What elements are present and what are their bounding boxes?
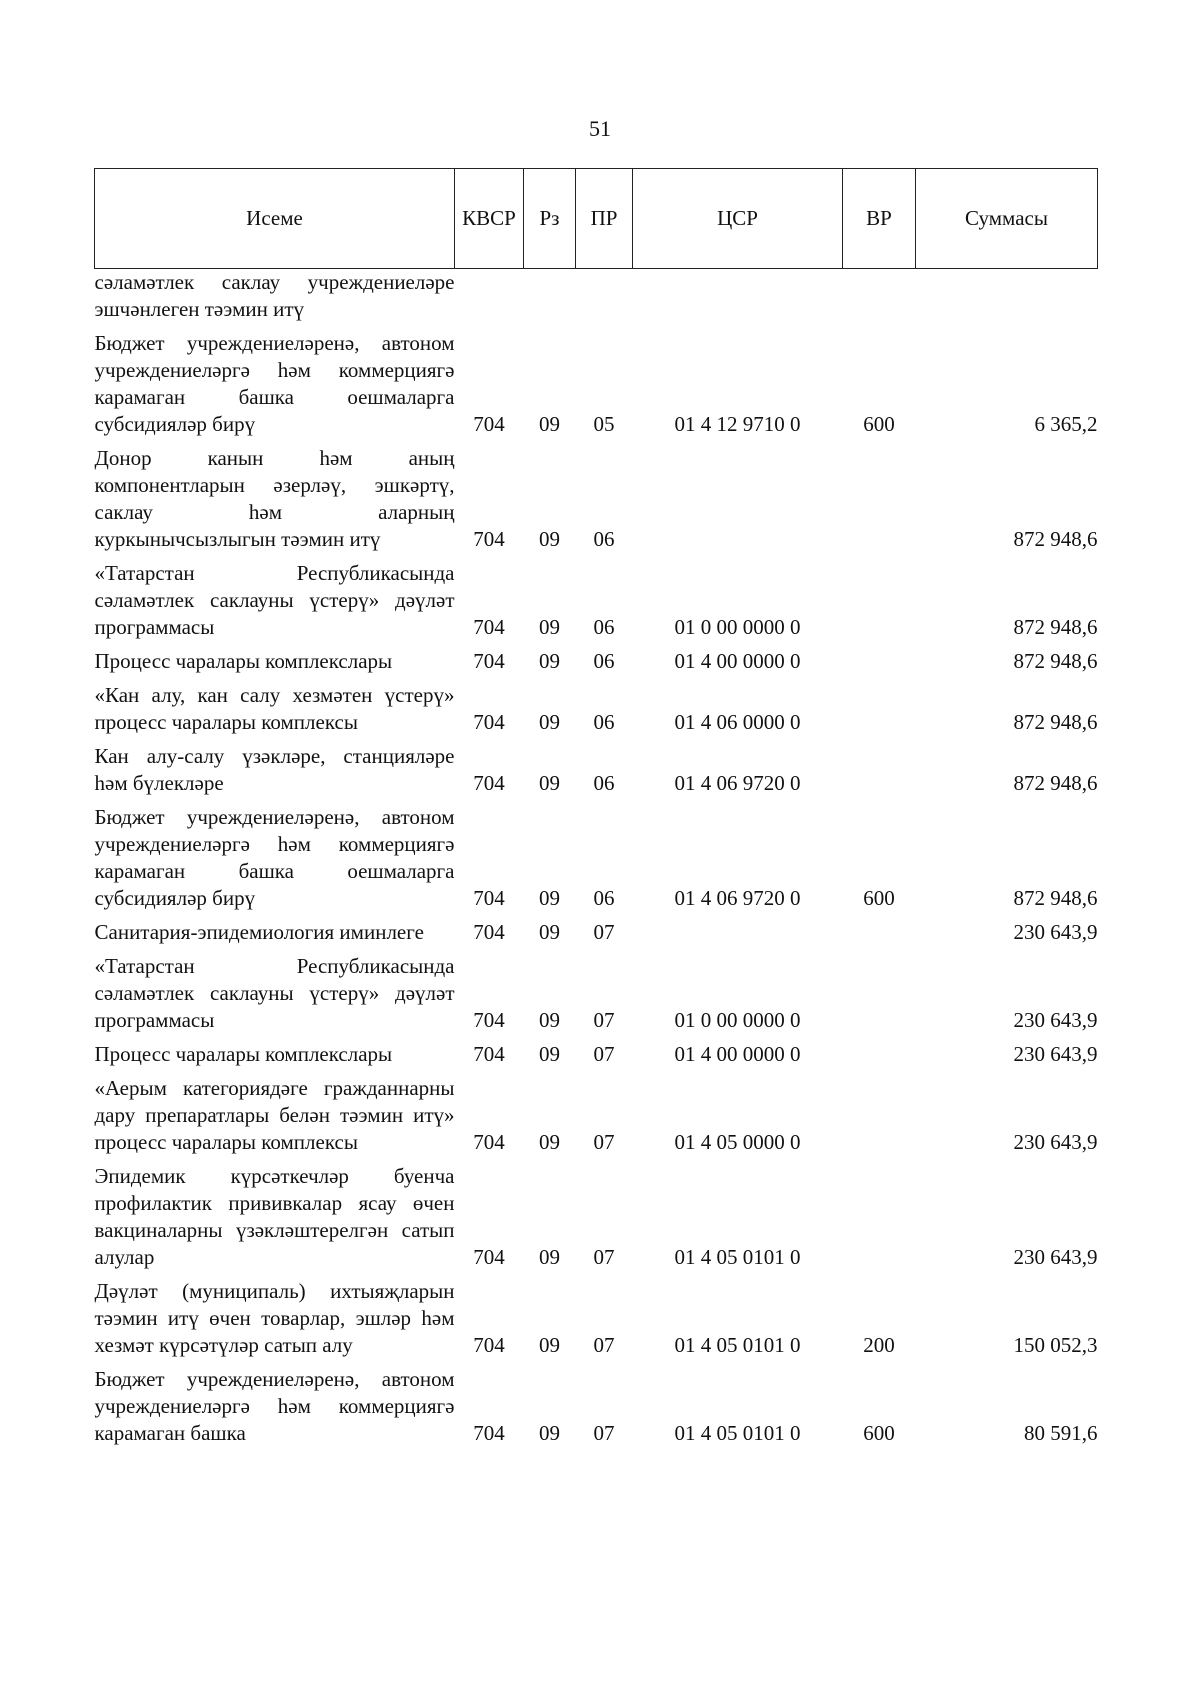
row-name: «Татарстан Республикасында сәламәтлек саклауны үстерү» дәүләт программасы bbox=[94, 954, 455, 1032]
row-kvsr bbox=[455, 269, 524, 327]
table-row bbox=[95, 1071, 1098, 1159]
table-row bbox=[95, 269, 1098, 327]
table-row bbox=[95, 441, 1098, 556]
table-row bbox=[95, 1274, 1098, 1362]
row-rz: 09 bbox=[539, 1042, 560, 1066]
table-row bbox=[95, 1362, 1098, 1450]
header-csr: ЦСР bbox=[633, 169, 843, 269]
row-sum: 872 948,6 bbox=[1013, 649, 1098, 673]
row-pr: 07 bbox=[593, 920, 615, 944]
table-row bbox=[95, 915, 1098, 949]
row-csr: 01 0 00 0000 0 bbox=[674, 615, 801, 639]
row-vr bbox=[843, 556, 916, 644]
row-kvsr: 704 bbox=[473, 1042, 505, 1066]
header-vr: ВР bbox=[843, 169, 916, 269]
row-rz: 09 bbox=[539, 710, 560, 734]
row-name: «Татарстан Республикасында сәламәтлек саклауны үстерү» дәүләт программасы bbox=[94, 561, 455, 639]
row-vr: 600 bbox=[863, 1421, 895, 1445]
row-vr bbox=[843, 269, 916, 327]
table-row bbox=[95, 949, 1098, 1037]
row-vr: 600 bbox=[863, 886, 895, 910]
row-name: Бюджет учреждениеләренә, автоном учреждениеләргә һәм коммерциягә карамаган башка оешмаларга субсидияләр бирү bbox=[94, 331, 455, 436]
row-csr: 01 4 05 0101 0 bbox=[674, 1421, 801, 1445]
row-pr: 06 bbox=[593, 527, 615, 551]
header-kvsr: КВСР bbox=[455, 169, 524, 269]
row-csr: 01 4 05 0101 0 bbox=[674, 1245, 801, 1269]
row-csr: 01 4 00 0000 0 bbox=[674, 1042, 801, 1066]
row-sum: 80 591,6 bbox=[1024, 1421, 1098, 1445]
budget-table bbox=[94, 168, 1098, 1450]
row-sum: 872 948,6 bbox=[1013, 886, 1098, 910]
row-pr: 06 bbox=[593, 649, 615, 673]
row-sum: 872 948,6 bbox=[1013, 710, 1098, 734]
row-csr bbox=[633, 441, 843, 556]
row-csr: 01 4 12 9710 0 bbox=[674, 412, 801, 436]
row-csr: 01 4 06 9720 0 bbox=[674, 886, 801, 910]
row-pr: 07 bbox=[593, 1008, 615, 1032]
row-vr bbox=[843, 1159, 916, 1274]
header-rz: Рз bbox=[524, 169, 576, 269]
row-vr: 600 bbox=[863, 412, 895, 436]
row-name: Эпидемик күрсәткечләр буенча профилактик прививкалар ясау өчен вакциналарны үзәкләштерелгән сатып алулар bbox=[94, 1164, 455, 1269]
row-rz: 09 bbox=[539, 1130, 560, 1154]
page-number: 51 bbox=[589, 116, 611, 141]
row-rz: 09 bbox=[539, 886, 560, 910]
row-name: Процесс чаралары комплекслары bbox=[94, 1042, 393, 1066]
row-vr bbox=[843, 949, 916, 1037]
row-kvsr: 704 bbox=[473, 1130, 505, 1154]
row-name: Процесс чаралары комплекслары bbox=[94, 649, 393, 673]
table-row bbox=[95, 739, 1098, 800]
table-row bbox=[95, 678, 1098, 739]
row-csr bbox=[633, 269, 843, 327]
table-row bbox=[95, 326, 1098, 441]
row-vr bbox=[843, 441, 916, 556]
row-vr bbox=[843, 1071, 916, 1159]
row-vr bbox=[843, 678, 916, 739]
table-row bbox=[95, 1159, 1098, 1274]
row-kvsr: 704 bbox=[473, 1333, 505, 1357]
header-name: Исеме bbox=[95, 169, 455, 269]
row-csr: 01 4 05 0101 0 bbox=[674, 1333, 801, 1357]
row-sum: 230 643,9 bbox=[1013, 1042, 1098, 1066]
row-name: «Аерым категориядәге гражданнарны дару препаратлары белән тәэмин итү» процесс чаралары комплексы bbox=[94, 1076, 455, 1154]
row-pr: 06 bbox=[593, 886, 615, 910]
table-row bbox=[95, 644, 1098, 678]
row-csr bbox=[633, 915, 843, 949]
header-sum: Суммасы bbox=[916, 169, 1098, 269]
row-pr: 07 bbox=[593, 1245, 615, 1269]
row-sum: 872 948,6 bbox=[1013, 527, 1098, 551]
row-pr: 07 bbox=[593, 1333, 615, 1357]
row-csr: 01 4 06 9720 0 bbox=[674, 771, 801, 795]
row-csr: 01 4 05 0000 0 bbox=[674, 1130, 801, 1154]
row-rz: 09 bbox=[539, 920, 560, 944]
row-kvsr: 704 bbox=[473, 920, 505, 944]
row-kvsr: 704 bbox=[473, 527, 505, 551]
row-sum: 230 643,9 bbox=[1013, 920, 1098, 944]
row-sum: 150 052,3 bbox=[1013, 1333, 1098, 1357]
header-pr: ПР bbox=[576, 169, 633, 269]
row-csr: 01 4 06 0000 0 bbox=[674, 710, 801, 734]
row-pr: 06 bbox=[593, 710, 615, 734]
row-sum: 6 365,2 bbox=[1034, 412, 1098, 436]
row-kvsr: 704 bbox=[473, 1421, 505, 1445]
row-rz: 09 bbox=[539, 527, 560, 551]
row-kvsr: 704 bbox=[473, 1008, 505, 1032]
row-name: Дәүләт (муниципаль) ихтыяҗларын тәэмин итү өчен товарлар, эшләр һәм хезмәт күрсәтүләр сатып алу bbox=[94, 1279, 455, 1357]
row-vr: 200 bbox=[863, 1333, 895, 1357]
row-rz bbox=[524, 269, 576, 327]
row-name: Кан алу-салу үзәкләре, станцияләре һәм бүлекләре bbox=[94, 744, 455, 795]
table-row bbox=[95, 1037, 1098, 1071]
row-kvsr: 704 bbox=[473, 412, 505, 436]
row-sum: 872 948,6 bbox=[1013, 771, 1098, 795]
row-kvsr: 704 bbox=[473, 615, 505, 639]
row-kvsr: 704 bbox=[473, 710, 505, 734]
row-name: сәламәтлек саклау учреждениеләре эшчәнлеген тәэмин итү bbox=[94, 270, 455, 321]
table-row bbox=[95, 556, 1098, 644]
row-pr: 07 bbox=[593, 1130, 615, 1154]
row-sum: 230 643,9 bbox=[1013, 1008, 1098, 1032]
row-vr bbox=[843, 1037, 916, 1071]
row-pr: 07 bbox=[593, 1042, 615, 1066]
row-pr: 07 bbox=[593, 1421, 615, 1445]
row-rz: 09 bbox=[539, 649, 560, 673]
row-pr: 05 bbox=[593, 412, 615, 436]
row-sum bbox=[916, 269, 1098, 327]
row-rz: 09 bbox=[539, 1421, 560, 1445]
row-sum: 872 948,6 bbox=[1013, 615, 1098, 639]
row-rz: 09 bbox=[539, 615, 560, 639]
row-csr: 01 0 00 0000 0 bbox=[674, 1008, 801, 1032]
table-row bbox=[95, 800, 1098, 915]
row-name: Донор канын һәм аның компонентларын әзерләү, эшкәртү, саклау һәм аларның куркынычсызлыгын тәэмин итү bbox=[94, 446, 455, 551]
row-pr bbox=[576, 269, 633, 327]
row-name: Санитария-эпидемиология иминлеге bbox=[94, 920, 424, 944]
row-pr: 06 bbox=[593, 615, 615, 639]
row-name: «Кан алу, кан салу хезмәтен үстерү» процесс чаралары комплексы bbox=[94, 683, 455, 734]
row-kvsr: 704 bbox=[473, 886, 505, 910]
row-rz: 09 bbox=[539, 1245, 560, 1269]
row-kvsr: 704 bbox=[473, 649, 505, 673]
row-kvsr: 704 bbox=[473, 1245, 505, 1269]
row-rz: 09 bbox=[539, 771, 560, 795]
row-vr bbox=[843, 644, 916, 678]
row-kvsr: 704 bbox=[473, 771, 505, 795]
table-header-row bbox=[95, 169, 1098, 269]
row-rz: 09 bbox=[539, 1333, 560, 1357]
row-sum: 230 643,9 bbox=[1013, 1130, 1098, 1154]
row-vr bbox=[843, 739, 916, 800]
row-csr: 01 4 00 0000 0 bbox=[674, 649, 801, 673]
row-name: Бюджет учреждениеләренә, автоном учреждениеләргә һәм коммерциягә карамаган башка bbox=[94, 1367, 455, 1445]
row-vr bbox=[843, 915, 916, 949]
row-sum: 230 643,9 bbox=[1013, 1245, 1098, 1269]
row-rz: 09 bbox=[539, 412, 560, 436]
row-name: Бюджет учреждениеләренә, автоном учреждениеләргә һәм коммерциягә карамаган башка оешмаларга субсидияләр бирү bbox=[94, 805, 455, 910]
row-pr: 06 bbox=[593, 771, 615, 795]
row-rz: 09 bbox=[539, 1008, 560, 1032]
